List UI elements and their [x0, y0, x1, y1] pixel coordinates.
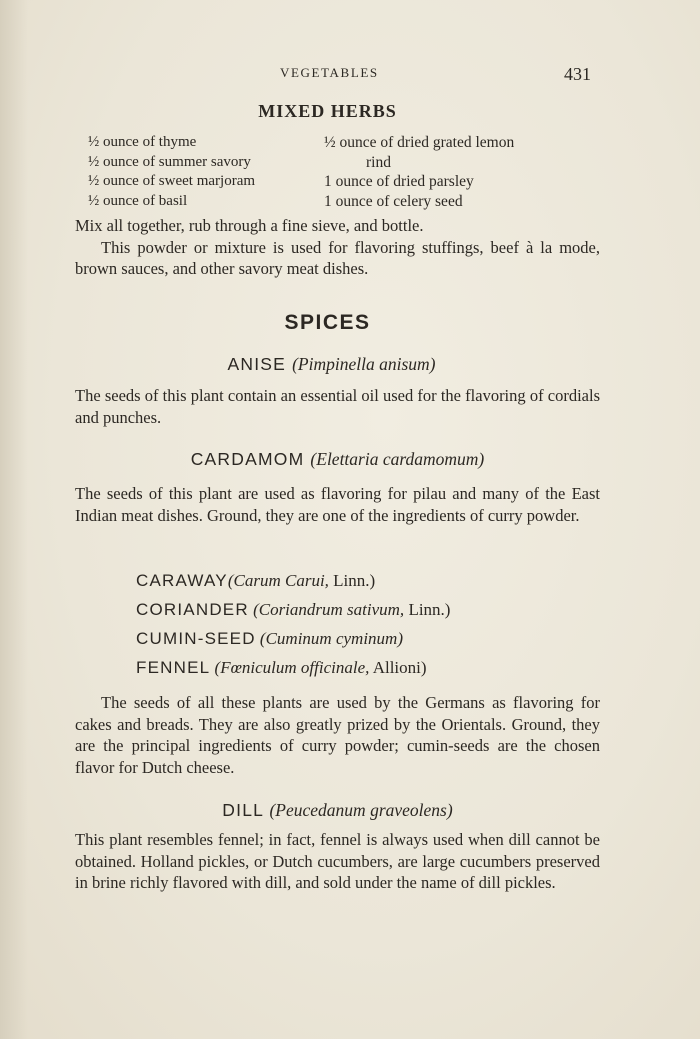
ingredient-item-continuation: rind	[366, 153, 391, 171]
ingredient-item: ½ ounce of summer savory	[88, 153, 251, 170]
anise-latin-name: (Pimpinella anisum)	[292, 354, 436, 374]
spice-latin-name: (Coriandrum sativum,	[248, 600, 405, 619]
spice-group-item	[136, 595, 450, 624]
anise-name: ANISE	[227, 354, 287, 374]
spice-name: CARAWAY	[136, 571, 228, 590]
ingredient-item: 1 ounce of dried parsley	[324, 173, 474, 190]
page-gutter-shadow	[0, 0, 28, 1039]
spice-latin-name: (Fœniculum officinale,	[210, 658, 370, 677]
spice-group-text-block	[75, 692, 600, 778]
dill-name: DILL	[222, 800, 264, 820]
ingredient-item: ½ ounce of dried grated lemon	[324, 134, 515, 151]
cardamom-text-block	[75, 483, 600, 526]
dill-description: This plant resembles fennel; in fact, fennel is always used when dill cannot be obtained. Holland pickles, or Dutch cucumbers, are large cucumbers preserved in brine richly flavored with dill, and sold under the name of dill pickles.	[75, 830, 600, 892]
cardamom-description: The seeds of this plant are used as flavoring for pilau and many of the East Indian meat dishes. Ground, they are one of the ingredients of curry powder.	[75, 484, 600, 525]
spice-group-item	[136, 624, 450, 653]
mixed-herbs-text	[75, 215, 600, 280]
dill-latin-name: (Peucedanum graveolens)	[269, 800, 453, 820]
running-head	[0, 62, 700, 86]
ingredient-item: ½ ounce of sweet marjoram	[88, 173, 256, 189]
anise-description: The seeds of this plant contain an essential oil used for the flavoring of cordials and punches.	[75, 386, 600, 427]
anise-heading	[75, 354, 600, 375]
dill-heading	[75, 800, 600, 821]
mixed-herbs-note: This powder or mixture is used for flavoring stuffings, beef à la mode, brown sauces, and other savory meat dishes.	[75, 237, 600, 278]
cardamom-heading-block	[75, 449, 600, 470]
spice-name: CORIANDER	[136, 600, 249, 619]
page-number: 431	[564, 64, 591, 84]
anise-text-block	[75, 385, 600, 428]
dill-text-block	[75, 829, 600, 894]
mixed-herbs-heading: MIXED HERBS	[258, 101, 397, 121]
spice-group-item	[136, 566, 450, 595]
spice-authority: Allioni)	[369, 658, 427, 677]
ingredient-column-right	[324, 133, 514, 211]
mixed-herbs-instruction: Mix all together, rub through a fine sieve, and bottle.	[75, 216, 424, 235]
cardamom-name: CARDAMOM	[190, 449, 305, 469]
spice-group-list	[136, 566, 450, 682]
running-title: VEGETABLES	[280, 65, 379, 80]
dill-heading-block	[75, 800, 600, 821]
spices-heading: SPICES	[284, 311, 371, 334]
ingredient-column-left	[88, 133, 255, 211]
ingredient-item: ½ ounce of thyme	[88, 134, 197, 150]
spice-authority: Linn.)	[404, 600, 451, 619]
spices-heading-block	[75, 311, 600, 335]
spice-latin-name: (Cuminum cyminum)	[255, 629, 403, 648]
cardamom-latin-name: (Elettaria cardamomum)	[310, 449, 485, 469]
spice-group-description: The seeds of all these plants are used by the Germans as flavoring for cakes and breads. They are also greatly prized by the Orientals. Ground, they are the principal ingredients of curry powder; cumin-seeds are the chosen flavor for Dutch cheese.	[75, 693, 600, 777]
anise-heading-block	[75, 354, 600, 375]
spice-latin-name: (Carum Carui,	[227, 571, 329, 590]
ingredient-item: 1 ounce of celery seed	[324, 192, 463, 210]
spice-authority: Linn.)	[328, 571, 376, 590]
ingredient-item: ½ ounce of basil	[88, 192, 188, 209]
spice-name: CUMIN-SEED	[136, 629, 256, 648]
spice-name: FENNEL	[136, 658, 211, 677]
spice-group-item	[136, 653, 450, 682]
cardamom-heading	[75, 449, 600, 470]
mixed-herbs-heading-block	[75, 101, 600, 122]
